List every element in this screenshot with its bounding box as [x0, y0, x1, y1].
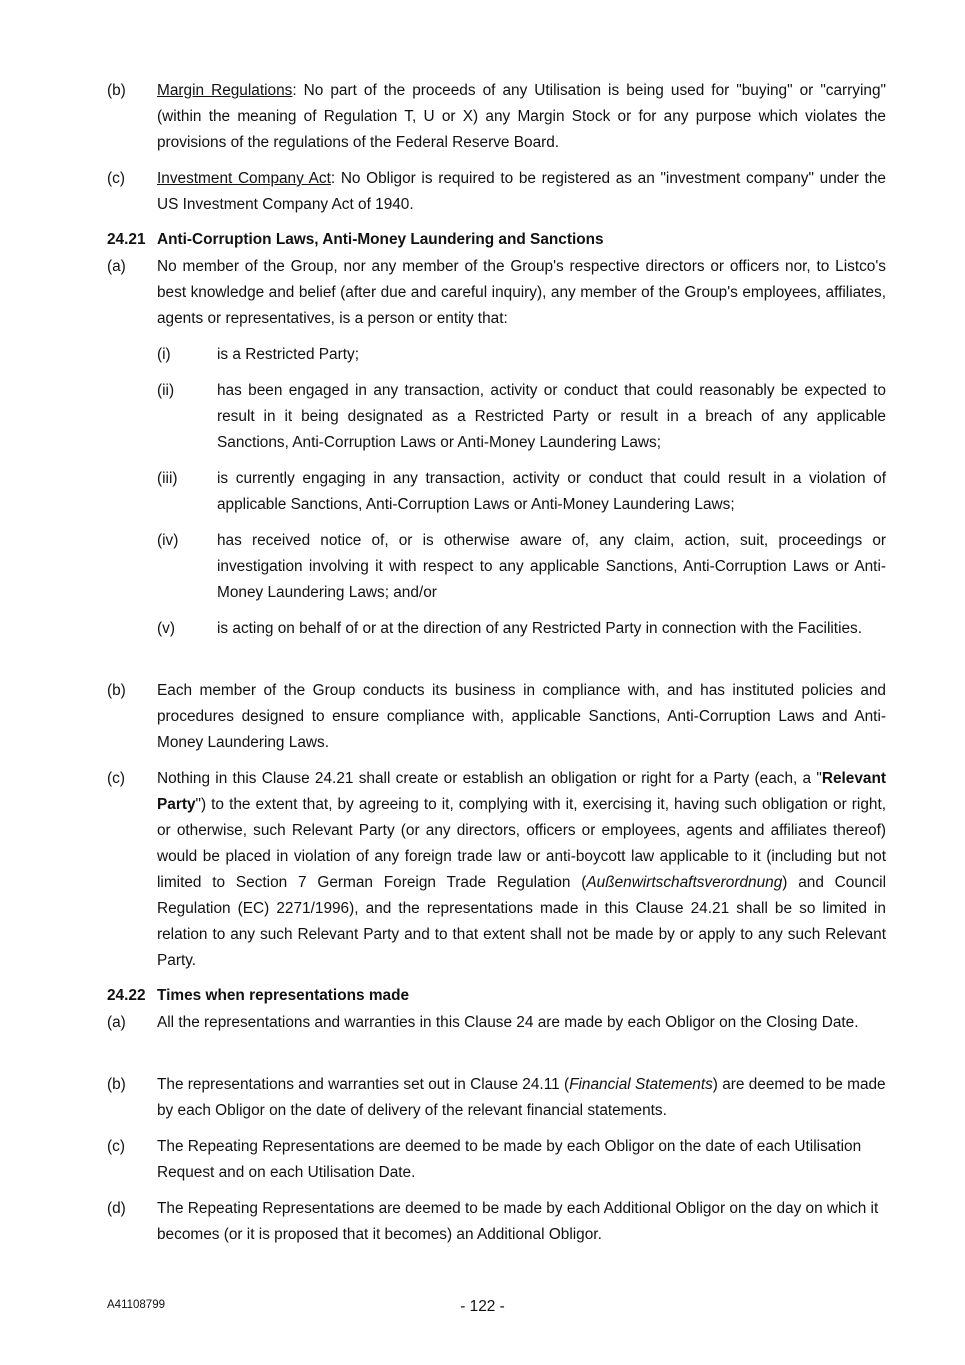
- paragraph-text: Each member of the Group conducts its business in compliance with, and has instituted policies and procedures designed to ensure compliance with, applicable Sanctions, Anti-Corruption Laws and Anti-Money Laundering Laws.: [157, 682, 886, 751]
- paragraph-text: All the representations and warranties in this Clause 24 are made by each Obligor on the Closing Date.: [157, 1014, 859, 1031]
- subparagraph-iv: [157, 528, 886, 606]
- paragraph-24-22-d: [107, 1196, 886, 1248]
- paragraph-title: Margin Regulations: [157, 82, 293, 99]
- subparagraph-text: is acting on behalf of or at the direction of any Restricted Party in connection with the Facilities.: [217, 620, 863, 637]
- subparagraph-v: [157, 616, 886, 642]
- paragraph-24-21-a: [107, 254, 886, 332]
- subparagraph-text: has received notice of, or is otherwise aware of, any claim, action, suit, proceedings or investigation involving it with respect to any applicable Sanctions, Anti-Corruption Laws or Anti-Money Laundering Laws; and/or: [217, 532, 886, 601]
- document-reference: A41108799: [107, 1299, 165, 1311]
- paragraph-text: : No Obligor is required to be registered as an "investment company" under the US Investment Company Act of 1940.: [157, 170, 886, 213]
- paragraph-investment-company-act: [107, 166, 886, 218]
- paragraph-24-22-b: [107, 1072, 886, 1124]
- section-title: Anti-Corruption Laws, Anti-Money Laundering and Sanctions: [157, 231, 604, 248]
- paragraph-text: : No part of the proceeds of any Utilisation is being used for "buying" or "carrying" (within the meaning of Regulation T, U or X) any Margin Stock or for any purpose which violates the provisions of the regulations of the Federal Reserve Board.: [157, 82, 886, 151]
- subparagraph-text: is a Restricted Party;: [217, 346, 359, 363]
- paragraph-text: The Repeating Representations are deemed to be made by each Obligor on the date of each Utilisation Request and on each Utilisation Date.: [157, 1138, 862, 1181]
- subparagraph-label: (i): [157, 346, 171, 363]
- paragraph-label: (c): [107, 770, 125, 787]
- subparagraph-label: (iii): [157, 470, 178, 487]
- paragraph-text: ") to the extent that, by agreeing to it, complying with it, exercising it, having such obligation or right, or otherwise, such Relevant Party (or any directors, officers or employees, agents and affiliates thereof) would be placed in violation of any foreign trade law or anti-boycott law applicable to it (including but not limited to Section 7 German Foreign Trade Regulation (: [157, 796, 886, 891]
- paragraph-text: The representations and warranties set out in Clause 24.11 (: [157, 1076, 570, 1093]
- paragraph-label: (d): [107, 1200, 126, 1217]
- paragraph-title: Investment Company Act: [157, 170, 331, 187]
- subparagraph-iii: [157, 466, 886, 518]
- subparagraph-ii: [157, 378, 886, 456]
- subparagraph-label: (iv): [157, 532, 179, 549]
- paragraph-label: (b): [107, 682, 126, 699]
- section-number: 24.21: [107, 231, 146, 248]
- paragraph-24-22-a: [107, 1010, 886, 1036]
- subparagraph-text: has been engaged in any transaction, activity or conduct that could reasonably be expected to result in it being designated as a Restricted Party or result in a breach of any applicable Sanctions, Anti-Corruption Laws or Anti-Money Laundering Laws;: [217, 382, 886, 451]
- paragraph-24-21-c: [107, 766, 886, 974]
- page-number: - 122 -: [460, 1298, 505, 1315]
- defined-term: Relevant Party: [157, 770, 886, 813]
- paragraph-margin-regulations: [107, 78, 886, 156]
- subparagraph-label: (v): [157, 620, 175, 637]
- paragraph-label: (a): [107, 1014, 126, 1031]
- paragraph-label: (a): [107, 258, 126, 275]
- paragraph-text: The Repeating Representations are deemed to be made by each Additional Obligor on the day on which it becomes (or it is proposed that it becomes) an Additional Obligor.: [157, 1200, 879, 1243]
- paragraph-text: ) are deemed to be made by each Obligor on the date of delivery of the relevant financial statements.: [157, 1076, 886, 1119]
- section-title: Times when representations made: [157, 987, 410, 1004]
- paragraph-label: (c): [107, 1138, 125, 1155]
- paragraph-text: Nothing in this Clause 24.21 shall create or establish an obligation or right for a Party (each, a ": [157, 770, 822, 787]
- paragraph-24-22-c: [107, 1134, 886, 1186]
- italic-term: Außenwirtschaftsverordnung: [586, 874, 783, 891]
- section-heading-24-22: [107, 985, 886, 1007]
- section-heading-24-21: [107, 229, 886, 251]
- paragraph-label: (c): [107, 170, 125, 187]
- paragraph-text: No member of the Group, nor any member of the Group's respective directors or officers nor, to Listco's best knowledge and belief (after due and careful inquiry), any member of the Group's employees, affiliates, agents or representatives, is a person or entity that:: [157, 258, 886, 327]
- subparagraph-i: [157, 342, 886, 368]
- subparagraph-label: (ii): [157, 382, 175, 399]
- italic-term: Financial Statements: [569, 1076, 713, 1093]
- paragraph-label: (b): [107, 1076, 126, 1093]
- paragraph-text: ) and Council Regulation (EC) 2271/1996), and the representations made in this Clause 24.21 shall be so limited in relation to any such Relevant Party and to that extent shall not be made by or apply to any such Relevant Party.: [157, 874, 886, 969]
- section-number: 24.22: [107, 987, 146, 1004]
- paragraph-label: (b): [107, 82, 126, 99]
- paragraph-24-21-b: [107, 678, 886, 756]
- subparagraph-text: is currently engaging in any transaction, activity or conduct that could result in a violation of applicable Sanctions, Anti-Corruption Laws or Anti-Money Laundering Laws;: [217, 470, 886, 513]
